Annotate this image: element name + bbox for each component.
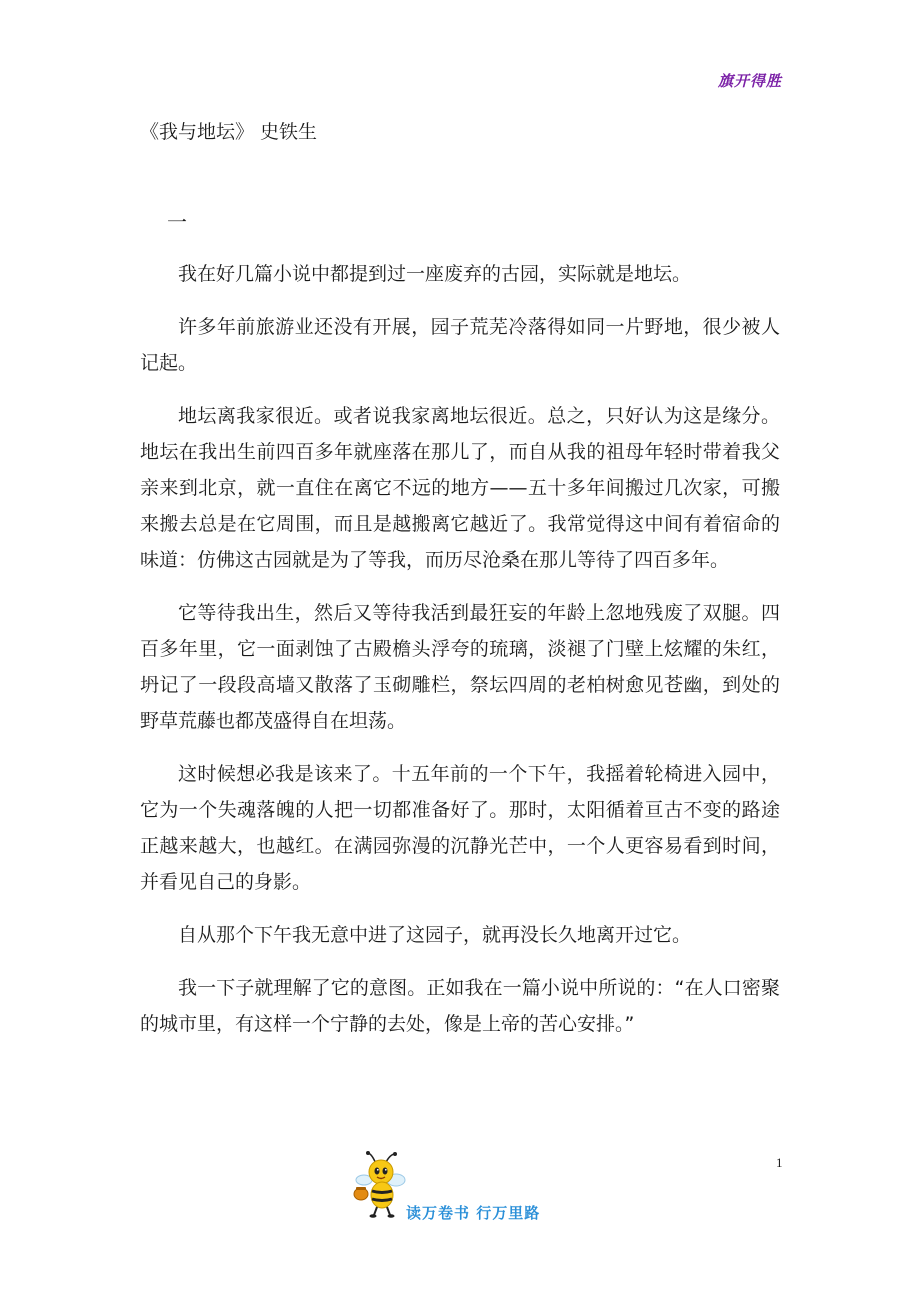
footer-slogan: 读万卷书 行万里路 xyxy=(406,1204,541,1222)
paragraph: 我一下子就理解了它的意图。正如我在一篇小说中所说的：“在人口密聚的城市里，有这样一个宁静的去处，像是上帝的苦心安排。” xyxy=(140,977,780,1035)
paragraph: 这时候想必我是该来了。十五年前的一个下午，我摇着轮椅进入园中，它为一个失魂落魄的人把一切都准备好了。那时，太阳循着亘古不变的路途正越来越大，也越红。在满园弥漫的沉静光芒中，一个人更容易看到时间，并看见自己的身影。 xyxy=(140,763,780,893)
paragraph: 自从那个下午我无意中进了这园子，就再没长久地离开过它。 xyxy=(178,924,692,946)
bee-mascot-icon xyxy=(352,1150,408,1218)
header-slogan: 旗开得胜 xyxy=(717,72,782,90)
paragraph: 地坛离我家很近。或者说我家离地坛很近。总之，只好认为这是缘分。地坛在我出生前四百多年就座落在那儿了，而自从我的祖母年轻时带着我父亲来到北京，就一直住在离它不远的地方——五十多年间搬过几次家，可搬来搬去总是在它周围，而且是越搬离它越近了。我常觉得这中间有着宿命的味道：仿佛这古园就是为了等我，而历尽沧桑在那儿等待了四百多年。 xyxy=(140,405,780,571)
section-number: 一 xyxy=(167,210,187,234)
paragraph: 我在好几篇小说中都提到过一座废弃的古园，实际就是地坛。 xyxy=(178,263,692,285)
paragraph: 它等待我出生，然后又等待我活到最狂妄的年龄上忽地残废了双腿。四百多年里，它一面剥蚀了古殿檐头浮夸的琉璃，淡褪了门壁上炫耀的朱红，坍记了一段段高墙又散落了玉砌雕栏，祭坛四周的老柏树愈见苍幽，到处的野草荒藤也都茂盛得自在坦荡。 xyxy=(140,602,780,732)
document-body xyxy=(140,256,780,1059)
page-number: 1 xyxy=(776,1155,783,1170)
document-title: 《我与地坛》 史铁生 xyxy=(140,121,318,143)
paragraph: 许多年前旅游业还没有开展，园子荒芜冷落得如同一片野地，很少被人记起。 xyxy=(140,316,780,374)
